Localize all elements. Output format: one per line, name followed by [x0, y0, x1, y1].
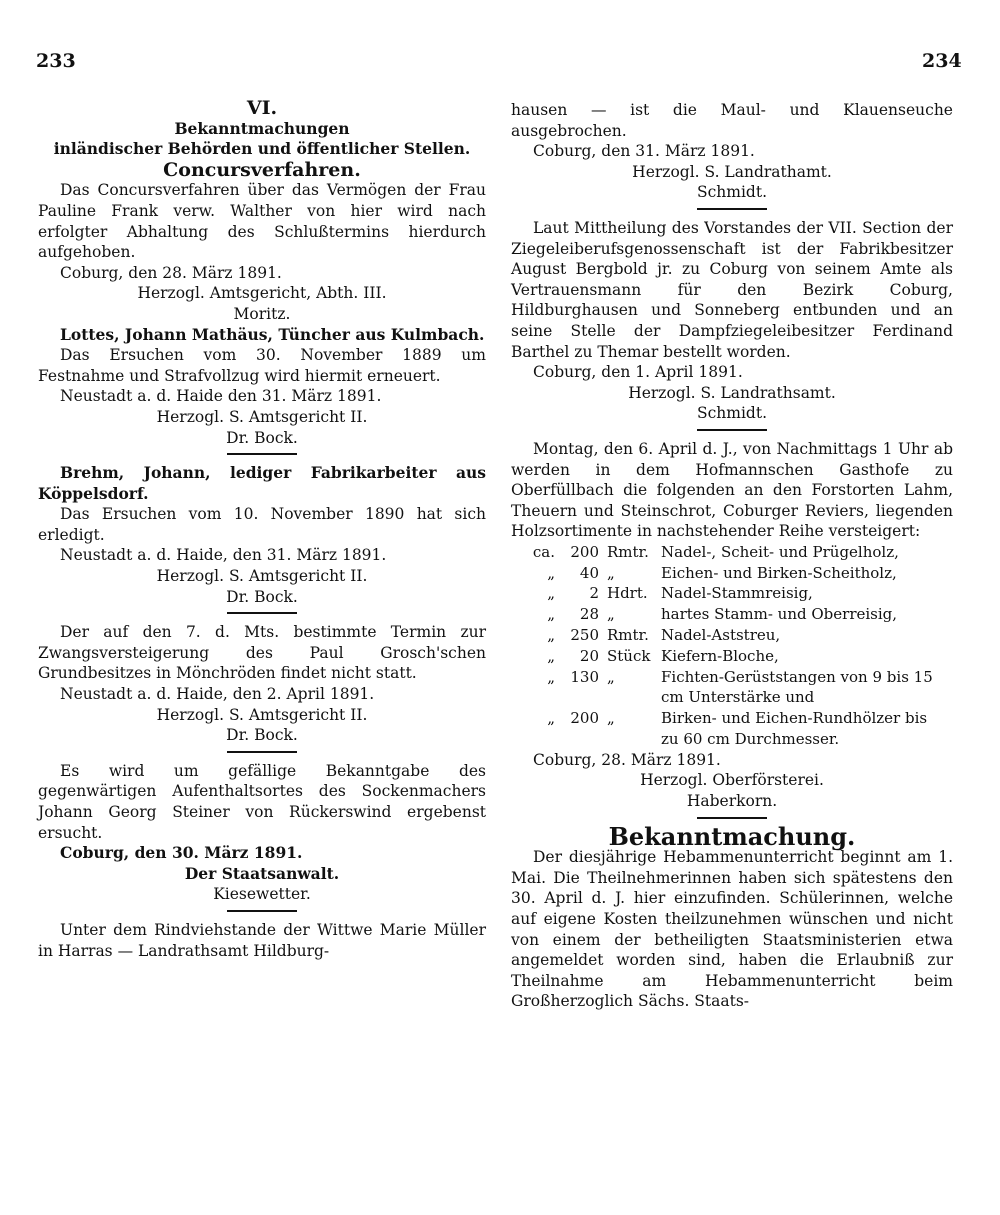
- ziegelei-authority: Herzogl. S. Landrathsamt.: [628, 383, 836, 402]
- holz-date: Coburg, 28. März 1891.: [533, 750, 721, 769]
- separator-rule: [227, 453, 297, 455]
- holz-item-row: [525, 583, 953, 604]
- holz-item-desc: Nadel-Stammreisig,: [661, 584, 813, 603]
- holz-item-row: [525, 667, 953, 709]
- ziegelei-signature: Schmidt.: [696, 404, 767, 423]
- holz-item-desc: hartes Stamm- und Oberreisig,: [661, 605, 898, 624]
- brehm-authority: Herzogl. S. Amtsgericht II.: [156, 567, 368, 586]
- holz-item-prefix: „: [547, 605, 555, 624]
- holz-item-unit: Hdrt.: [607, 584, 648, 603]
- lottes-body: Das Ersuchen vom 30. November 1889 um Festnahme und Strafvollzug wird hiermit erneuert.: [38, 346, 486, 385]
- hebamme-body: Der diesjährige Hebammenunterricht beginnt am 1. Mai. Die Theilnehmerinnen haben sich spätestens den 30. April d. J. hier einzufinden. Schülerinnen, welche auf eigene Kosten theilzunehmen wünschen und nicht von einem der betheiligten Staatsministerien etwa angemeldet worden sind, haben die Erlaubniß zur Theilnahme am Hebammenunterricht beim Großherzoglich Sächs. Staats-: [511, 848, 953, 1011]
- holz-item-prefix: ca.: [532, 542, 555, 561]
- separator-rule: [227, 612, 297, 614]
- holz-item-unit: „: [607, 563, 615, 582]
- holz-item-prefix: „: [547, 584, 555, 603]
- holz-item-unit: Rmtr.: [607, 542, 649, 561]
- holz-item-row: [525, 604, 953, 625]
- holz-item-unit: „: [607, 605, 615, 624]
- holz-item-unit: Rmtr.: [607, 626, 649, 645]
- separator-rule: [227, 910, 297, 912]
- holz-item-desc: Fichten-Gerüststangen von 9 bis 15 cm Unterstärke und: [661, 667, 933, 707]
- concurs-body: Das Concursverfahren über das Vermögen der Frau Pauline Frank verw. Walther von hier wird nach erfolgter Abhaltung des Schlußtermins hierdurch aufgehoben.: [38, 181, 486, 262]
- brehm-signature: Dr. Bock.: [226, 587, 298, 606]
- steiner-body: Es wird um gefällige Bekanntgabe des gegenwärtigen Aufenthaltsortes des Sockenmachers Johann Georg Steiner von Rückerswind ergebenst ersucht.: [38, 761, 486, 842]
- seuche-continuation: hausen — ist die Maul- und Klauenseuche ausgebrochen.: [511, 101, 953, 140]
- holz-intro: Montag, den 6. April d. J., von Nachmittags 1 Uhr ab werden in dem Hofmannschen Gasthofe zu Oberfüllbach die folgenden an den Forstorten Lahm, Theuern und Steinschrot, Coburger Reviers, liegenden Holzsortimente in nachstehender Reihe versteigert:: [511, 439, 953, 541]
- holz-item-prefix: „: [547, 626, 555, 645]
- left-column: [38, 98, 486, 961]
- lottes-signature: Dr. Bock.: [226, 428, 298, 447]
- holz-item-unit: Stück: [607, 646, 651, 665]
- holz-item-unit: „: [607, 667, 615, 686]
- ziegelei-body: Laut Mittheilung des Vorstandes der VII. Section der Ziegeleiberufsgenossenschaft ist der Fabrikbesitzer August Bergbold jr. zu Coburg von seinem Amte als Vertrauensmann für den Bezirk Coburg, Hildburghausen und Sonneberg entbunden und an seine Stelle der Dampfziegeleibesitzer Ferdinand Barthel zu Themar bestellt worden.: [511, 218, 953, 361]
- concurs-heading: Concursverfahren.: [163, 158, 361, 181]
- concurs-signature: Moritz.: [233, 304, 291, 323]
- holz-item-qty: 40: [579, 563, 599, 582]
- steiner-date: Coburg, den 30. März 1891.: [60, 843, 303, 863]
- holz-item-row: [525, 563, 953, 584]
- separator-rule: [227, 751, 297, 753]
- holz-item-prefix: „: [547, 709, 555, 728]
- section-title-1: Bekanntmachungen: [174, 118, 350, 138]
- seuche-authority: Herzogl. S. Landrathamt.: [632, 162, 832, 181]
- section-number: VI.: [246, 97, 278, 119]
- holz-items-table: [525, 542, 953, 750]
- holz-item-qty: 130: [570, 667, 599, 686]
- holz-item-prefix: „: [547, 646, 555, 665]
- ziegelei-date: Coburg, den 1. April 1891.: [533, 363, 743, 382]
- holz-item-desc: Nadel-Aststreu,: [661, 626, 781, 645]
- steiner-authority: Der Staatsanwalt.: [184, 863, 340, 883]
- steiner-signature: Kiesewetter.: [213, 885, 311, 904]
- holz-item-unit: „: [607, 709, 615, 728]
- concurs-authority: Herzogl. Amtsgericht, Abth. III.: [137, 284, 387, 303]
- separator-rule: [697, 429, 767, 431]
- holz-item-prefix: „: [547, 667, 555, 686]
- holz-item-qty: 200: [570, 542, 599, 561]
- seuche-start: Unter dem Rindviehstande der Wittwe Marie Müller in Harras — Landrathsamt Hildburg-: [38, 920, 486, 960]
- holz-item-row: [525, 708, 953, 750]
- holz-item-row: [525, 625, 953, 646]
- lottes-heading: Lottes, Johann Mathäus, Tüncher aus Kulmbach.: [60, 324, 485, 344]
- holz-item-qty: 2: [589, 584, 599, 603]
- concurs-date: Coburg, den 28. März 1891.: [60, 263, 282, 282]
- termin-body: Der auf den 7. d. Mts. bestimmte Termin zur Zwangsversteigerung des Paul Grosch'schen Grundbesitzes in Mönchröden findet nicht statt.: [38, 623, 486, 683]
- holz-signature: Haberkorn.: [686, 792, 778, 811]
- holz-item-qty: 200: [570, 709, 599, 728]
- brehm-date: Neustadt a. d. Haide, den 31. März 1891.: [60, 546, 387, 565]
- holz-item-row: [525, 542, 953, 563]
- brehm-heading: Brehm, Johann, lediger Fabrikarbeiter aus Köppelsdorf.: [38, 463, 486, 503]
- termin-signature: Dr. Bock.: [226, 726, 298, 745]
- holz-item-desc: Kiefern-Bloche,: [661, 646, 779, 665]
- holz-item-prefix: „: [547, 563, 555, 582]
- holz-item-qty: 250: [570, 626, 599, 645]
- termin-date: Neustadt a. d. Haide, den 2. April 1891.: [60, 685, 375, 704]
- right-column: [511, 100, 953, 1012]
- page-number-right: 234: [922, 50, 962, 72]
- holz-item-desc: Nadel-, Scheit- und Prügelholz,: [661, 542, 899, 561]
- termin-authority: Herzogl. S. Amtsgericht II.: [156, 705, 368, 724]
- holz-item-row: [525, 646, 953, 667]
- holz-item-desc: Birken- und Eichen-Rundhölzer bis zu 60 cm Durchmesser.: [661, 709, 928, 749]
- section-title-2: inländischer Behörden und öffentlicher Stellen.: [53, 139, 471, 159]
- separator-rule: [697, 817, 767, 819]
- holz-item-qty: 20: [579, 646, 599, 665]
- hebamme-heading: Bekanntmachung.: [608, 821, 856, 851]
- brehm-body: Das Ersuchen vom 10. November 1890 hat sich erledigt.: [38, 505, 486, 544]
- holz-item-qty: 28: [579, 605, 599, 624]
- page-number-left: 233: [36, 50, 76, 72]
- separator-rule: [697, 208, 767, 210]
- lottes-authority: Herzogl. S. Amtsgericht II.: [156, 407, 368, 426]
- holz-authority: Herzogl. Oberförsterei.: [640, 771, 824, 790]
- seuche-signature: Schmidt.: [696, 183, 767, 202]
- holz-item-desc: Eichen- und Birken-Scheitholz,: [661, 563, 897, 582]
- seuche-date: Coburg, den 31. März 1891.: [533, 142, 755, 161]
- lottes-date: Neustadt a. d. Haide den 31. März 1891.: [60, 387, 382, 406]
